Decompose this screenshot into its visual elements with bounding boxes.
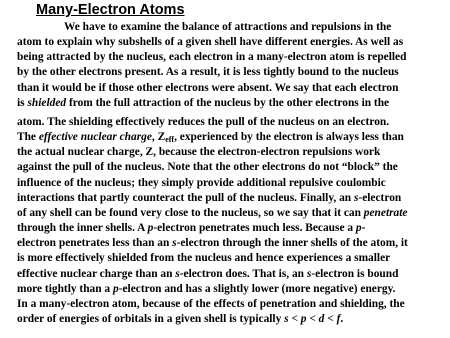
text-run: through the inner shells. A bbox=[17, 222, 145, 235]
text-line bbox=[17, 145, 449, 160]
emphasis-term: penetrate bbox=[363, 206, 408, 219]
text-run: -electron is bound bbox=[311, 267, 399, 280]
text-run: the actual nuclear charge, Z, because the electron-electron repulsions work bbox=[17, 146, 381, 159]
emphasis-term: f bbox=[336, 312, 341, 325]
text-run: , Z bbox=[151, 131, 166, 144]
text-run: more tightly than a bbox=[17, 282, 111, 295]
text-run: from the full attraction of the nucleus by the other electrons in the bbox=[68, 96, 390, 109]
text-line bbox=[17, 312, 449, 327]
text-line bbox=[17, 251, 449, 266]
text-run: , experienced by the electron is always less than bbox=[174, 131, 404, 144]
text-line bbox=[17, 35, 449, 50]
text-run: < bbox=[306, 312, 319, 325]
text-line bbox=[17, 267, 449, 282]
text-run: is more effectively shielded from the nucleus and hence experiences a smaller bbox=[17, 252, 391, 265]
emphasis-term: s bbox=[353, 191, 359, 204]
text-line bbox=[17, 297, 449, 312]
emphasis-term: s bbox=[284, 312, 289, 325]
text-line bbox=[17, 65, 449, 80]
text-line bbox=[17, 191, 449, 206]
emphasis-term: p bbox=[300, 312, 307, 325]
text-run: The bbox=[17, 131, 36, 144]
text-line bbox=[17, 50, 449, 65]
text-line bbox=[17, 206, 449, 221]
text-run: than it would be if those other electrons were absent. We say that each electron bbox=[17, 81, 399, 94]
text-run: atom. The shielding effectively reduces the pull of the nucleus on an electron. bbox=[17, 115, 390, 128]
text-line bbox=[17, 221, 449, 236]
text-run: In a many-electron atom, because of the effects of penetration and shielding, the bbox=[17, 297, 405, 310]
text-run: of any shell can be found very close to the nucleus, so we say that it can bbox=[17, 206, 361, 219]
text-line bbox=[17, 115, 449, 130]
text-run: . bbox=[340, 312, 344, 325]
text-line bbox=[17, 282, 449, 297]
text-run: by the other electrons present. As a result, it is less tightly bound to the nucleus bbox=[17, 66, 399, 79]
text-run: We have to examine the balance of attractions and repulsions in the bbox=[64, 21, 392, 33]
text-run: < bbox=[288, 312, 301, 325]
text-line bbox=[17, 160, 449, 175]
body-paragraph bbox=[17, 20, 449, 327]
text-run: -electron penetrates much less. Because a bbox=[153, 222, 354, 235]
text-line bbox=[17, 81, 449, 96]
emphasis-term: s bbox=[172, 237, 177, 250]
emphasis-term: d bbox=[318, 312, 325, 325]
text-run: being attracted by the nucleus, each electron in a many-electron atom is repelled bbox=[17, 51, 407, 64]
text-run: -electron through the inner shells of the atom, it bbox=[176, 237, 408, 250]
text-run: atom to explain why subshells of a given shell have different energies. As well as bbox=[17, 36, 404, 49]
emphasis-term: effective nuclear charge bbox=[38, 131, 152, 144]
text-run: against the pull of the nucleus. Note that the other electrons do not “block” the bbox=[17, 161, 398, 174]
emphasis-term: s bbox=[306, 267, 312, 280]
emphasis-term: shielded bbox=[27, 96, 67, 109]
text-line bbox=[17, 236, 449, 251]
text-run: effective nuclear charge than an bbox=[17, 267, 173, 280]
subscript: eff bbox=[165, 135, 175, 145]
text-run: -electron bbox=[358, 191, 402, 204]
text-line bbox=[17, 20, 449, 35]
text-run: interactions that partly counteract the pull of the nucleus. Finally, an bbox=[17, 191, 352, 204]
emphasis-term: p bbox=[113, 282, 119, 295]
text-run: - bbox=[361, 222, 366, 235]
text-run: influence of the nucleus; they simply provide additional repulsive coulombic bbox=[17, 176, 386, 189]
text-run: electron penetrates less than an bbox=[17, 237, 170, 250]
text-run: -electron and has a slightly lower (more negative) energy. bbox=[118, 282, 396, 295]
text-run: is bbox=[17, 96, 25, 109]
text-run: -electron does. That is, an bbox=[179, 267, 304, 280]
emphasis-term: p bbox=[147, 222, 154, 235]
text-run: < bbox=[324, 312, 337, 325]
text-line bbox=[17, 96, 449, 111]
emphasis-term: p bbox=[355, 222, 362, 235]
text-line bbox=[17, 130, 449, 145]
page-title: Many-Electron Atoms bbox=[36, 2, 185, 18]
text-run: order of energies of orbitals in a given shell is typically bbox=[17, 312, 282, 325]
emphasis-term: s bbox=[175, 267, 180, 280]
text-line bbox=[17, 176, 449, 191]
